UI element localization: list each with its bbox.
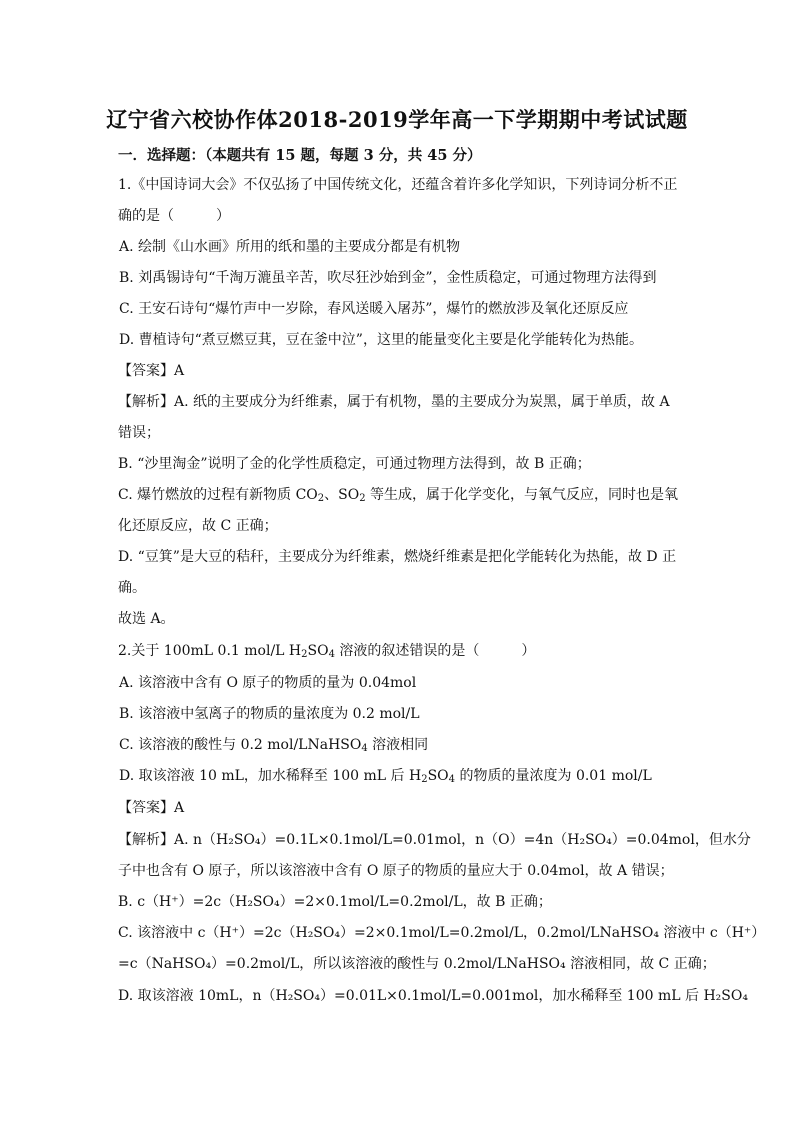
text: SO xyxy=(427,768,449,784)
q1-analysis-line2: 错误； xyxy=(118,425,160,441)
subscript: 2 xyxy=(317,493,325,504)
answer-tag: 【答案】 xyxy=(118,800,174,816)
q2-option-d xyxy=(119,766,652,786)
q2-option-c xyxy=(119,735,428,755)
q2-stem xyxy=(118,641,535,661)
q1-option-b: B. 刘禹锡诗句“千淘万漉虽辛苦，吹尽狂沙始到金”，金性质稳定，可通过物理方法得到 xyxy=(119,270,657,286)
text: C. 爆竹燃放的过程有新物质 CO xyxy=(118,487,318,503)
q2-analysis-line2: 子中也含有 O 原子，所以该溶液中含有 O 原子的物质的量应大于 0.04mol，故 A 错误； xyxy=(118,863,674,879)
text: 溶液相同 xyxy=(367,737,429,753)
text: 等生成，属于化学变化，与氧气反应，同时也是氧 xyxy=(365,487,679,503)
q1-option-c: C. 王安石诗句“爆竹声中一岁除，春风送暖入屠苏”，爆竹的燃放涉及氧化还原反应 xyxy=(119,301,629,317)
answer-value: A xyxy=(174,363,185,379)
analysis-text: A. n（H₂SO₄）=0.1L×0.1mol/L=0.01mol，n（O）=4n（H₂SO₄）=0.04mol，但水分 xyxy=(174,832,751,848)
analysis-tag: 【解析】 xyxy=(118,832,174,848)
q2-option-a: A. 该溶液中含有 O 原子的物质的量为 0.04mol xyxy=(119,675,417,691)
subscript: 4 xyxy=(448,774,456,785)
text: 、SO xyxy=(324,487,360,503)
answer-value: A xyxy=(174,800,185,816)
subscript: 2 xyxy=(421,774,428,785)
q2-analysis-line6: D. 取该溶液 10mL，n（H₂SO₄）=0.01L×0.1mol/L=0.001mol，加水稀释至 100 mL 后 H₂SO₄ xyxy=(118,988,748,1004)
q1-analysis-line6: D. “豆箕”是大豆的秸秆，主要成分为纤维素，燃烧纤维素是把化学能转化为热能，故 D 正 xyxy=(118,549,677,565)
q1-analysis-line7: 确。 xyxy=(118,580,146,596)
q1-option-a: A. 绘制《山水画》所用的纸和墨的主要成分都是有机物 xyxy=(119,239,461,255)
text: SO xyxy=(307,643,329,659)
text: 溶液的叙述错误的是（ ） xyxy=(334,643,536,659)
answer-tag: 【答案】 xyxy=(118,363,174,379)
text: C. 该溶液的酸性与 0.2 mol/LNaHSO xyxy=(119,737,362,753)
q2-answer xyxy=(118,798,184,818)
q1-stem-line1: 1.《中国诗词大会》不仅弘扬了中国传统文化，还蕴含着许多化学知识，下列诗词分析不正 xyxy=(118,177,678,193)
analysis-text: A. 纸的主要成分为纤维素，属于有机物，墨的主要成分为炭黑，属于单质，故 A xyxy=(174,394,670,410)
q1-answer xyxy=(118,361,184,381)
subscript: 4 xyxy=(361,743,368,754)
q1-stem-line2: 确的是（ ） xyxy=(118,208,230,224)
q1-analysis-line8: 故选 A。 xyxy=(118,611,175,627)
q1-analysis-line4 xyxy=(118,485,678,505)
text: D. 取该溶液 10 mL，加水稀释至 100 mL 后 H xyxy=(119,768,422,784)
q1-option-d: D. 曹植诗句“煮豆燃豆萁，豆在釜中泣”，这里的能量变化主要是化学能转化为热能。 xyxy=(119,332,643,348)
text: 的物质的量浓度为 0.01 mol/L xyxy=(455,768,652,784)
subscript: 2 xyxy=(359,493,366,504)
q2-analysis-line3: B. c（H⁺）=2c（H₂SO₄）=2×0.1mol/L=0.2mol/L，故 B 正确； xyxy=(118,894,552,910)
q1-analysis-line1 xyxy=(118,392,670,412)
section-heading: 一．选择题：（本题共有 15 题，每题 3 分，共 45 分） xyxy=(118,147,482,164)
subscript: 2 xyxy=(301,649,308,660)
q2-analysis-line4: C. 该溶液中 c（H⁺）=2c（H₂SO₄）=2×0.1mol/L=0.2mol/L，0.2mol/LNaHSO₄ 溶液中 c（H⁺） xyxy=(118,925,766,941)
q1-analysis-line3: B. “沙里淘金”说明了金的化学性质稳定，可通过物理方法得到，故 B 正确； xyxy=(118,456,591,472)
text: 2.关于 100mL 0.1 mol/L H xyxy=(118,643,302,659)
q2-option-b: B. 该溶液中氢离子的物质的量浓度为 0.2 mol/L xyxy=(119,706,420,722)
subscript: 4 xyxy=(328,649,335,660)
q2-analysis-line1 xyxy=(118,830,751,850)
analysis-tag: 【解析】 xyxy=(118,394,174,410)
q1-analysis-line5: 化还原反应，故 C 正确； xyxy=(118,518,278,534)
q2-analysis-line5: =c（NaHSO₄）=0.2mol/L，所以该溶液的酸性与 0.2mol/LNaHSO₄ 溶液相同，故 C 正确； xyxy=(118,956,716,972)
page-title: 辽宁省六校协作体2018-2019学年高一下学期期中考试试题 xyxy=(106,107,688,132)
